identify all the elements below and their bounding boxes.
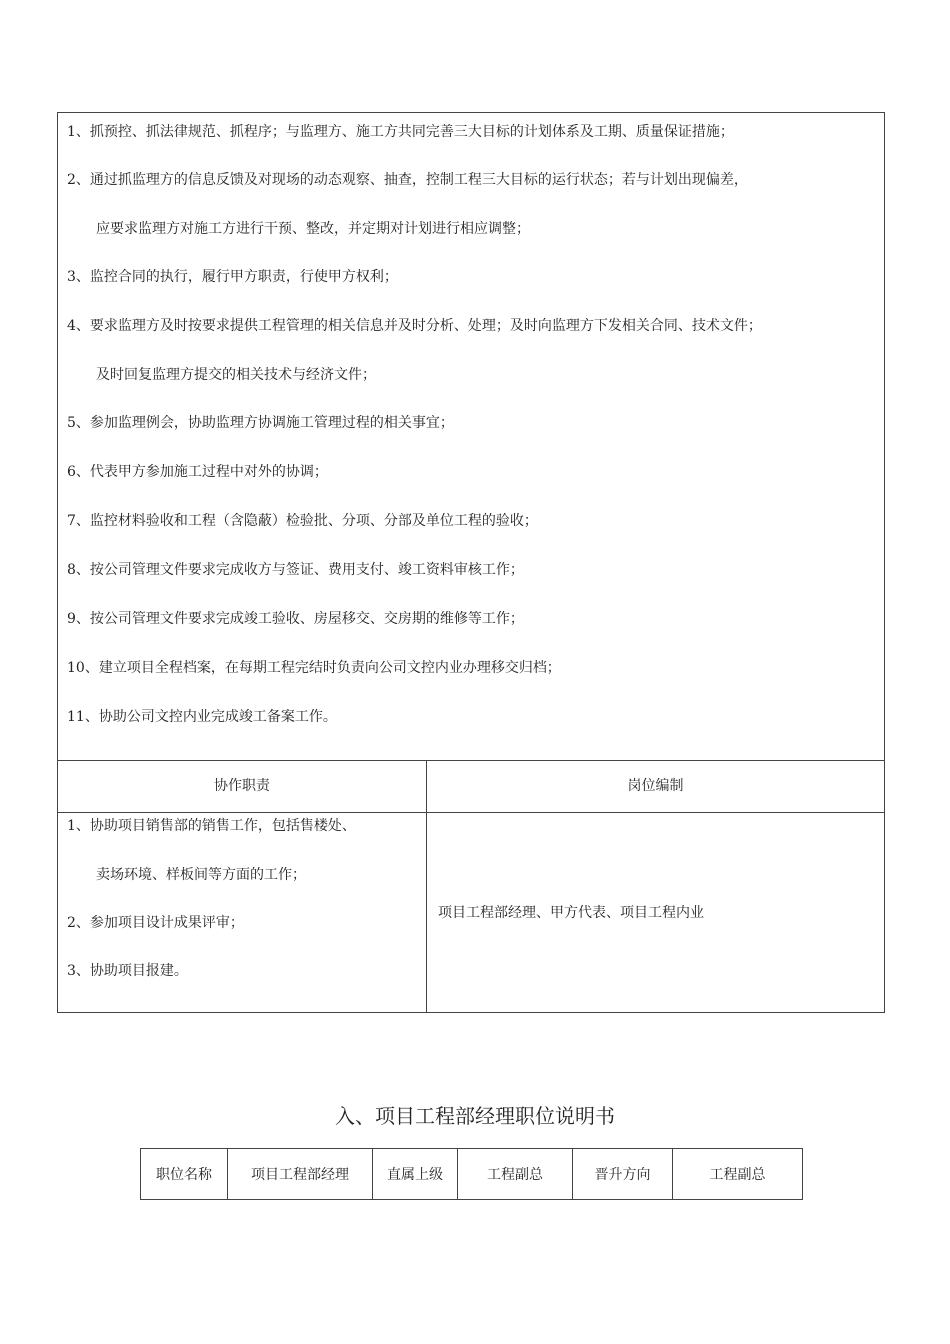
collaboration-item: 1、协助项目销售部的销售工作，包括售楼处、 (67, 818, 356, 834)
duty-item-continuation: 应要求监理方对施工方进行干预、整改，并定期对计划进行相应调整； (96, 221, 530, 237)
collaboration-header: 协作职责 (214, 778, 270, 794)
duty-item: 1、抓预控、抓法律规范、抓程序；与监理方、施工方共同完善三大目标的计划体系及工期、质量保证措施； (67, 124, 734, 140)
staffing-value: 项目工程部经理、甲方代表、项目工程内业 (438, 905, 704, 921)
promotion-label: 晋升方向 (573, 1149, 673, 1200)
position-name-label: 职位名称 (141, 1149, 228, 1200)
position-name-value: 项目工程部经理 (228, 1149, 373, 1200)
duty-item: 8、按公司管理文件要求完成收方与签证、费用支付、竣工资料审核工作； (67, 562, 524, 578)
duties-box (57, 112, 885, 760)
duty-item: 6、代表甲方参加施工过程中对外的协调； (67, 464, 328, 480)
collaboration-item: 2、参加项目设计成果评审； (67, 915, 244, 931)
collaboration-item: 3、协助项目报建。 (67, 963, 188, 979)
duty-item: 9、按公司管理文件要求完成竣工验收、房屋移交、交房期的维修等工作； (67, 611, 524, 627)
collaboration-table (57, 760, 885, 1013)
position-info-table (140, 1148, 803, 1200)
collaboration-item-continuation: 卖场环境、样板间等方面的工作； (96, 867, 306, 883)
duty-item: 2、通过抓监理方的信息反馈及对现场的动态观察、抽查，控制工程三大目标的运行状态；若与计划出现偏差， (67, 172, 748, 188)
promotion-value: 工程副总 (673, 1149, 803, 1200)
staffing-header: 岗位编制 (627, 778, 684, 794)
header-divider (58, 812, 884, 813)
duty-item: 3、监控合同的执行，履行甲方职责，行使甲方权利； (67, 269, 398, 285)
duty-item: 11、协助公司文控内业完成竣工备案工作。 (67, 709, 337, 725)
section-title: 入、项目工程部经理职位说明书 (335, 1104, 615, 1128)
duty-item: 7、监控材料验收和工程（含隐蔽）检验批、分项、分部及单位工程的验收； (67, 513, 538, 529)
duty-item: 4、要求监理方及时按要求提供工程管理的相关信息并及时分析、处理；及时向监理方下发相关合同、技术文件； (67, 318, 762, 334)
duty-item: 5、参加监理例会，协助监理方协调施工管理过程的相关事宜； (67, 415, 454, 431)
duty-item-continuation: 及时回复监理方提交的相关技术与经济文件； (96, 367, 376, 383)
supervisor-label: 直属上级 (373, 1149, 458, 1200)
supervisor-value: 工程副总 (458, 1149, 573, 1200)
table-row (141, 1149, 803, 1200)
duty-item: 10、建立项目全程档案，在每期工程完结时负责向公司文控内业办理移交归档； (67, 660, 561, 676)
